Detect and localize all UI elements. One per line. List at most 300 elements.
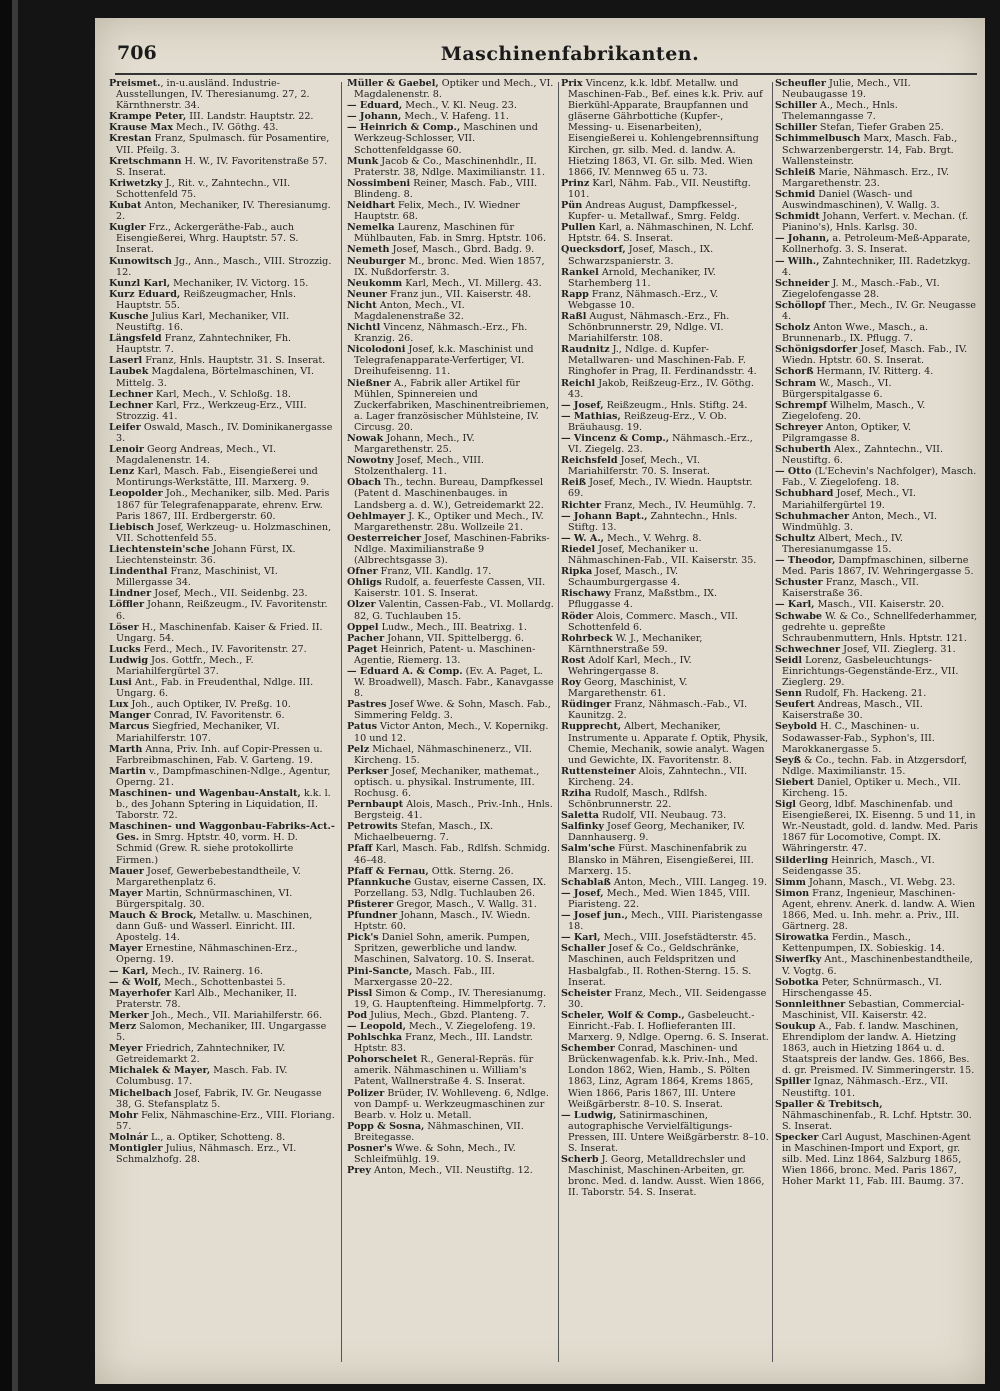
entry-name: Rziha: [561, 788, 592, 799]
entry-name: Sigl: [775, 799, 796, 811]
directory-entry: [347, 178, 555, 200]
entry-details: Karl, Nähm. Fab., VII. Neustiftg. 101.: [568, 177, 751, 200]
entry-details: Mech., IV. Rainerg. 16.: [148, 965, 264, 977]
entry-details: Anton, Mech., VII. Neustiftg. 12.: [370, 1165, 533, 1177]
entry-name: Schuster: [775, 577, 823, 589]
directory-entry: [775, 122, 979, 133]
entry-details: Daniel (Wasch- und Auswindmaschinen), V. Wallg. 3.: [782, 188, 940, 212]
directory-entry: [775, 888, 979, 932]
entry-details: Franz, VII. Kandlg. 17.: [377, 566, 492, 578]
directory-entry: [109, 910, 337, 943]
entry-name: Pini-Sancte,: [347, 965, 413, 977]
entry-details: Mech., Schottenbastei 5.: [161, 976, 286, 988]
entry-details: Satinirmaschinen, autographische Vervielfältigungs-Pressen, III. Untere Weißgärberstr. 8–10. S. Inserat.: [568, 1109, 769, 1154]
entry-details: H. C., Maschinen- u. Sodawasser-Fab., Syphon's, III. Marokkanergasse 5.: [782, 721, 935, 755]
entry-details: Oswald, Masch., IV. Dominikanergasse 3.: [116, 421, 333, 444]
entry-name: Pohorschelet: [347, 1054, 418, 1066]
entry-name: Seyß: [775, 754, 801, 766]
entry-name: Olzer: [347, 599, 376, 611]
entry-name: Seufert: [775, 699, 815, 711]
directory-entry: [561, 888, 769, 910]
directory-entry: [561, 222, 769, 244]
directory-entry: [561, 289, 769, 311]
scan-edge: [0, 0, 12, 1391]
entry-details: Johann, Masch., VI. Webg. 23.: [805, 876, 956, 888]
entry-name: Kunzl Karl,: [109, 277, 171, 289]
entry-details: Anna, Priv. Inh. auf Copir-Pressen u. Farbreibmaschinen, Fab. V. Garteng. 19.: [116, 743, 323, 766]
entry-name: Rankel: [561, 266, 599, 278]
entry-details: Optiker und Mech., VI. Magdalenenstr. 8.: [354, 78, 554, 101]
directory-entry: [775, 644, 979, 655]
entry-name: Schimmelbusch: [775, 133, 861, 145]
entry-name: Michalek & Mayer,: [109, 1065, 211, 1077]
entry-name: Schiller: [775, 122, 817, 134]
entry-name: Lusi: [109, 677, 132, 689]
directory-entry: [109, 488, 337, 521]
directory-entry: [775, 488, 979, 510]
directory-entry: [109, 888, 337, 910]
entry-name: Mayer: [109, 943, 143, 955]
entry-details: A., Mech., Hnls. Thelemanngasse 7.: [782, 100, 898, 123]
directory-entry: [347, 666, 555, 699]
entry-details: Th., techn. Bureau, Dampfkessel (Patent d. Maschinenbauges. in Landsberg a. d. W.), Getreidemarkt 22.: [354, 477, 544, 511]
entry-details: Jg., Ann., Masch., VIII. Strozzig. 12.: [116, 255, 332, 278]
entry-name: Reiß: [561, 477, 587, 489]
directory-entry: [775, 167, 979, 189]
entry-name: Pün: [561, 200, 583, 212]
directory-entry: [109, 178, 337, 200]
entry-details: Brüder, IV. Wohlleveng. 6, Ndlge. von Dampf- u. Werkzeugmaschinen zur Bearb. v. Holz u. Metall.: [354, 1087, 549, 1121]
directory-entry: [109, 122, 337, 133]
directory-entry: [109, 544, 337, 566]
entry-details: Masch., VII. Kaiserstr. 20.: [814, 599, 945, 611]
entry-details: Mech., VIII. Josefstädterstr. 45.: [600, 932, 757, 944]
entry-name: Seybold: [775, 721, 818, 733]
directory-entry: [109, 655, 337, 677]
entry-name: Rapp: [561, 288, 589, 300]
entry-name: Mayer: [109, 887, 143, 899]
entry-details: Josef, Masch., IX. Schwarzspanierstr. 3.: [568, 244, 714, 267]
entry-details: W. & Co., Schnellfederhammer, gedrehte u. gepreßte Schraubenmuttern, Hnls. Hptstr. 121.: [782, 610, 978, 644]
directory-entry: [775, 954, 979, 976]
directory-entry: [109, 1132, 337, 1143]
directory-entry: [109, 111, 337, 122]
entry-details: Georg, ldbf. Maschinenfab. und Eisengießerei, IX. Eisenng. 5 und 11, in Wr.-Neustadt, gold. d. landw. Med. Paris 1867 für Locomotive, Compt. IX. Währingerstr. 47.: [782, 799, 978, 855]
entry-details: Johann Fürst, IX. Liechtensteinstr. 36.: [116, 543, 296, 567]
directory-entry: [561, 633, 769, 655]
entry-details: Josef, k.k. Maschinist und Telegrafenapparate-Verfertiger, VI. Dreihufeisenng. 11.: [354, 344, 534, 378]
entry-name: Simm: [775, 876, 806, 888]
entry-name: Lechner: [109, 399, 153, 411]
directory-entry: [775, 511, 979, 533]
entry-name: Liebisch: [109, 521, 155, 533]
entry-details: Karl, a. Nähmaschinen, N. Lchf. Hptstr. 64. S. Inserat.: [568, 222, 754, 245]
entry-name: Maschinen- und Wagenbau-Anstalt,: [109, 788, 301, 799]
entry-name: Röder: [561, 610, 594, 622]
entry-details: Friedrich, Zahntechniker, IV. Getreidemarkt 2.: [116, 1043, 286, 1066]
entry-name: Lindner: [109, 588, 152, 600]
entry-name: Laubek: [109, 366, 149, 378]
entry-name: Scheister: [561, 987, 612, 999]
entry-name: Sirowatka: [775, 932, 829, 944]
entry-details: Julius Karl, Mechaniker, VII. Neustiftg. 16.: [116, 310, 290, 334]
entry-details: Johann, Reißzeugm., IV. Favoritenstr. 6.: [116, 599, 328, 622]
entry-details: Rudolf, a. feuerfeste Cassen, VII. Kaiserstr. 101. S. Inserat.: [354, 577, 546, 600]
entry-details: Stefan, Masch., IX. Michaelbeuerng. 7.: [354, 821, 494, 844]
directory-entry: [561, 244, 769, 266]
entry-name: Petrowits: [347, 821, 398, 833]
entry-name: Ripka: [561, 566, 593, 578]
entry-name: Nossimbeni: [347, 177, 411, 189]
entry-name: Schuhmacher: [775, 510, 850, 522]
entry-details: Josef Wwe. & Sohn, Masch. Fab., Simmering Feldg. 3.: [354, 699, 551, 722]
entry-name: Rupprecht,: [561, 721, 622, 733]
entry-name: Ofner: [347, 566, 378, 578]
entry-details: , in-u.ausländ. Industrie-Ausstellungen, IV. Theresianumg. 27, 2. Kärnthnerstr. 34.: [116, 78, 310, 112]
entry-name: Leopolder: [109, 488, 163, 500]
directory-entry: [561, 699, 769, 721]
entry-name: Schaller: [561, 943, 606, 955]
directory-entry: [109, 644, 337, 655]
entry-details: Anton, Mech., VIII. Langeg. 19.: [610, 876, 768, 888]
entry-details: H., Maschinenfab. Kaiser & Fried. II. Ungarg. 54.: [116, 621, 323, 644]
directory-entry: [561, 677, 769, 699]
entry-name: Lindenthal: [109, 566, 168, 578]
entry-name: Scholz: [775, 322, 811, 334]
entry-details: Mech., V. Wehrg. 8.: [604, 532, 702, 544]
directory-entry: [347, 300, 555, 322]
entry-details: Franz, Maschinist, VI. Millergasse 34.: [116, 566, 278, 589]
entry-name: Pod: [347, 1009, 368, 1021]
entry-name: Rohrbeck: [561, 632, 613, 644]
directory-entry: [109, 677, 337, 699]
entry-details: Franz, Spulmasch. für Posamentire, VII. Pfeilg. 3.: [116, 133, 330, 156]
entry-name: Mauer: [109, 865, 144, 877]
directory-entry: [109, 966, 337, 977]
entry-details: Andreas, Masch., VII. Kaiserstraße 30.: [782, 699, 923, 722]
directory-entry: [775, 278, 979, 300]
directory-entry: [109, 788, 337, 821]
entry-name: Pastres: [347, 699, 387, 711]
entry-name: Löser: [109, 621, 139, 633]
entry-name: Polizer: [347, 1087, 385, 1099]
directory-entry: [561, 378, 769, 400]
entry-details: Karl Alb., Mechaniker, II. Praterstr. 78.: [116, 987, 297, 1010]
entry-details: Johann, Masch., IV. Wiedn. Hptstr. 60.: [354, 910, 531, 933]
entry-details: Sebastian, Commercial-Maschinist, VII. Kaiserstr. 42.: [782, 998, 965, 1021]
entry-name: Reichsfeld: [561, 455, 618, 467]
directory-entry: [775, 1021, 979, 1076]
entry-name: Schablaß: [561, 876, 611, 888]
directory-entry: [109, 821, 337, 865]
entry-name: — Johann Bapt.,: [561, 510, 648, 522]
directory-entry: [109, 466, 337, 488]
directory-entry: [775, 400, 979, 422]
directory-entry: [775, 78, 979, 100]
directory-entry: [109, 721, 337, 743]
entry-name: Prey: [347, 1165, 371, 1177]
directory-entry: [775, 322, 979, 344]
directory-entry: [109, 766, 337, 788]
directory-entry: [347, 378, 555, 433]
entry-name: Längsfeld: [109, 333, 162, 345]
entry-details: Julius, Mech., Gbzd. Planteng. 7.: [367, 1009, 530, 1021]
directory-entry: [775, 211, 979, 233]
entry-name: Patus: [347, 721, 377, 733]
entry-details: Anton, Mech., VI. Magdalenenstraße 32.: [354, 299, 465, 322]
directory-entry: [561, 1043, 769, 1110]
directory-entry: [775, 366, 979, 377]
directory-entry: [775, 1076, 979, 1098]
entry-details: Gasbeleucht.-Einricht.-Fab. I. Hoflieferanten III. Marxerg. 9, Ndlge. Operng. 6. S. Inserat.: [568, 1009, 769, 1044]
entry-details: Josef, Mechaniker u. Nähmaschinen-Fab., VII. Kaiserstr. 35.: [568, 543, 757, 567]
entry-name: Schorß: [775, 366, 814, 378]
entry-name: Pohlschka: [347, 1032, 403, 1044]
entry-name: Paget: [347, 643, 378, 655]
entry-details: W., Masch., VI. Bürgerspitalgasse 6.: [782, 377, 892, 400]
entry-details: Anton, Mech., VI. Windmühlg. 3.: [782, 510, 938, 533]
entry-details: Georg, Maschinist, V. Margarethenstr. 61.: [568, 677, 688, 700]
directory-entry: [561, 588, 769, 610]
directory-entry: [347, 111, 555, 122]
directory-entry: [561, 544, 769, 566]
directory-entry: [109, 943, 337, 965]
directory-entry: [347, 599, 555, 621]
entry-details: Reißzeugmacher, Hnls. Hauptstr. 55.: [116, 288, 297, 311]
entry-name: Mayerhofer: [109, 987, 172, 999]
directory-entry: [561, 411, 769, 433]
entry-details: J., Rit. v., Zahntechn., VII. Schottenfeld 75.: [116, 177, 291, 200]
directory-entry: [109, 1065, 337, 1087]
entry-details: (L'Echevin's Nachfolger), Masch. Fab., V. Ziegelofeng. 18.: [782, 466, 977, 489]
entry-details: Franz, Nähmasch.-Fab., VI. Kaunitzg. 2.: [568, 699, 748, 722]
column-divider: [558, 82, 559, 1362]
entry-details: Josef, Mech., IV. Wiedn. Hauptstr. 69.: [568, 477, 753, 500]
directory-entry: [347, 821, 555, 843]
entry-name: Schuberth: [775, 444, 831, 456]
entry-details: Wilhelm, Masch., V. Ziegelofeng. 20.: [782, 399, 926, 422]
entry-details: in Smrg. Hptstr. 40, vorm. H. D. Schmid (Grew. R. siehe protokollirte Firmen.): [116, 832, 298, 866]
entry-details: Felix, Mech., IV. Wiedner Hauptstr. 68.: [354, 200, 520, 223]
entry-name: — Wilh.,: [775, 255, 820, 267]
directory-entry: [561, 78, 769, 178]
directory-entry: [775, 855, 979, 877]
entry-name: Marth: [109, 743, 143, 755]
entry-name: Krause Max: [109, 122, 173, 134]
directory-entry: [775, 577, 979, 599]
entry-name: Neukomm: [347, 277, 403, 289]
entry-name: Nießner: [347, 377, 391, 389]
directory-entry: [561, 877, 769, 888]
entry-name: Merker: [109, 1009, 149, 1021]
entry-details: Marie, Nähmasch. Erz., IV. Margarethenstr. 23.: [782, 166, 950, 189]
directory-entry: [561, 267, 769, 289]
entry-name: Neuner: [347, 288, 387, 300]
directory-entry: [561, 910, 769, 932]
directory-entry: [347, 477, 555, 510]
entry-details: Wwe. & Sohn, Mech., IV. Schleifmühlg. 19.: [354, 1143, 516, 1166]
page-header-title: Maschinenfabrikanten.: [440, 43, 700, 65]
entry-name: Oppel: [347, 621, 379, 633]
directory-entry: [775, 688, 979, 699]
entry-name: Neidhart: [347, 200, 395, 212]
entry-name: Kugler: [109, 222, 146, 234]
entry-name: Schreyer: [775, 421, 823, 433]
entry-name: Schember: [561, 1043, 615, 1055]
entry-name: Scherb: [561, 1154, 599, 1166]
entry-details: Franz, Maßstbm., IX. Pfluggasse 4.: [568, 588, 718, 611]
entry-name: Schöllopf: [775, 299, 826, 311]
entry-details: Peter, Schnürmasch., VI. Hirschengasse 45.: [782, 976, 942, 999]
entry-details: Adolf Karl, Mech., IV. Wehringergasse 8.: [568, 654, 692, 677]
entry-name: Siwerfky: [775, 954, 822, 966]
entry-details: Franz jun., VII. Kaiserstr. 48.: [386, 288, 532, 300]
entry-details: Magdalena, Börtelmaschinen, VI. Mittelg. 3.: [116, 366, 315, 389]
directory-entry: [109, 256, 337, 278]
entry-name: Leifer: [109, 421, 141, 433]
entry-name: Nowak: [347, 433, 384, 444]
directory-entry: [109, 566, 337, 588]
entry-details: Karl, Masch. Fab., Eisengießerei und Montirungs-Werkstätte, III. Marxerg. 9.: [116, 466, 318, 489]
entry-details: Lorenz, Gasbeleuchtungs-Einrichtungs-Gegenstände-Erz., VII. Zieglerg. 29.: [782, 654, 959, 689]
entry-details: A., Fabrik aller Artikel für Mühlen, Spinnereien und Zuckerfabriken, Maschinentreibriemen, a. Lager französischer Mühlsteine, IV. Circusg. 20.: [354, 377, 549, 433]
entry-name: — Mathias,: [561, 410, 621, 422]
directory-entry: [109, 355, 337, 366]
entry-name: Kusche: [109, 310, 149, 322]
entry-name: Mauch & Brock,: [109, 910, 197, 922]
directory-entry: [561, 1010, 769, 1043]
entry-details: Nähmaschinenfab., R. Lchf. Hptstr. 30. S. Inserat.: [782, 1109, 972, 1132]
entry-details: Franz, Hnls. Hauptstr. 31. S. Inserat.: [142, 355, 326, 367]
entry-name: Lucks: [109, 643, 141, 655]
entry-details: Josef, Mech., VIII. Stolzenthalerg. 11.: [354, 455, 484, 478]
directory-entry: [347, 200, 555, 222]
entry-details: J. Georg, Metalldrechsler und Maschinist, Maschinen-Arbeiten, gr. bronc. Med. d. landw. Ausst. Wien 1866, II. Taborstr. 54. S. Inserat.: [568, 1154, 765, 1199]
directory-entry: [775, 555, 979, 577]
directory-entry: [561, 766, 769, 788]
directory-entry: [561, 611, 769, 633]
directory-entry: [561, 943, 769, 987]
entry-details: Marx, Masch. Fab., Schwarzenbergerstr. 14, Fab. Brgt. Wallensteinstr.: [782, 133, 958, 167]
entry-details: Masch. Fab. IV. Columbusg. 17.: [116, 1065, 288, 1088]
directory-entry: [347, 511, 555, 533]
entry-details: Hermann, IV. Ritterg. 4.: [813, 366, 934, 378]
entry-name: Kurz Eduard,: [109, 288, 181, 300]
entry-name: Pernbaupt: [347, 799, 404, 811]
directory-entry: [775, 611, 979, 644]
directory-entry: [109, 444, 337, 466]
entry-details: Vincenz, Nähmasch.-Erz., Fh. Kranzig. 26.: [354, 322, 528, 345]
entry-name: — Eduard A. & Comp.: [347, 665, 463, 677]
entry-name: Pfaff: [347, 843, 373, 855]
entry-name: Mohr: [109, 1109, 139, 1121]
entry-name: Krampe Peter,: [109, 111, 187, 123]
entry-name: Pullen: [561, 222, 596, 234]
entry-details: Daniel, Optiker u. Mech., VII. Kircheng. 15.: [782, 776, 961, 799]
directory-entry: [775, 799, 979, 854]
entry-details: Siegfried, Mechaniker, VI. Mariahilferstr. 107.: [116, 721, 280, 744]
directory-entry: [347, 744, 555, 766]
directory-entry: [775, 699, 979, 721]
entry-name: Liechtenstein'sche: [109, 543, 210, 555]
directory-entry: [109, 389, 337, 400]
entry-name: Richter: [561, 499, 602, 511]
entry-name: Soukup: [775, 1020, 816, 1032]
entry-details: Salomon, Mechaniker, III. Ungargasse 5.: [116, 1020, 327, 1044]
entry-details: Conrad, Maschinen- und Brückenwagenfab. k.k. Priv.-Inh., Med. London 1862, Wien, Hamb., S. Pölten 1863, Linz, Agram 1864, Krems 1865, Wien 1866, Paris 1867, III. Untere Weißgärberstr. 8–10. S. Inserat.: [568, 1043, 758, 1110]
column-3: [561, 78, 769, 1368]
entry-name: Neuburger: [347, 255, 406, 267]
entry-name: Kriwetzky: [109, 177, 163, 189]
entry-details: Franz, Mech., III. Landstr. Hptstr. 83.: [354, 1032, 533, 1055]
directory-entry: [561, 400, 769, 411]
entry-details: Karl, Mech., V. Schloßg. 18.: [152, 388, 291, 400]
entry-details: August, Nähmasch.-Erz., Fh. Schönbrunnerstr. 29, Ndlge. VI. Mariahilferstr. 108.: [568, 310, 730, 345]
entry-name: Schiller: [775, 100, 817, 112]
directory-entry: [109, 278, 337, 289]
entry-details: Alois, Zahntechn., VII. Kircheng. 24.: [568, 765, 748, 788]
directory-entry: [775, 300, 979, 322]
directory-entry: [561, 932, 769, 943]
entry-name: — Josef,: [561, 399, 604, 411]
entry-name: Siebert: [775, 776, 814, 788]
entry-name: Nicht: [347, 299, 377, 311]
entry-name: Roy: [561, 677, 581, 689]
entry-details: Josef, Werkzeug- u. Holzmaschinen, VII. Schottenfeld 55.: [116, 521, 332, 544]
entry-details: Victor Anton, Mech., V. Kopernikg. 10 und 12.: [354, 721, 549, 744]
directory-entry: [347, 1021, 555, 1032]
entry-name: — Vincenz & Comp.,: [561, 433, 670, 444]
entry-details: Julie, Mech., VII. Neubaugasse 19.: [782, 78, 911, 101]
entry-details: Josef, Masch. Fab., IV. Wiedn. Hptstr. 60. S. Inserat.: [782, 344, 968, 367]
entry-name: — Karl,: [775, 599, 815, 611]
directory-entry: [775, 777, 979, 799]
entry-details: v., Dampfmaschinen-Ndlge., Agentur, Operng. 21.: [116, 765, 331, 788]
entry-details: Georg Andreas, Mech., VI. Magdalenenstr. 14.: [116, 444, 277, 467]
directory-entry: [561, 810, 769, 821]
directory-entry: [561, 1110, 769, 1154]
directory-entry: [775, 999, 979, 1021]
directory-entry: [347, 100, 555, 111]
entry-details: J., Ndlge. d. Kupfer-Metallwaren- und Maschinen-Fab. F. Ringhofer in Prag, II. Ferdinandsstr. 4.: [568, 344, 757, 378]
directory-entry: [347, 156, 555, 178]
directory-entry: [561, 566, 769, 588]
directory-entry: [347, 256, 555, 278]
entry-details: M., bronc. Med. Wien 1857, IX. Nußdorferstr. 3.: [354, 255, 545, 278]
directory-entry: [109, 1021, 337, 1043]
entry-name: Schubhard: [775, 488, 834, 500]
directory-entry: [775, 1099, 979, 1132]
directory-entry: [775, 422, 979, 444]
entry-name: — W. A.,: [561, 532, 605, 544]
directory-entry: [109, 977, 337, 988]
entry-name: — Heinrich & Comp.,: [347, 122, 461, 134]
entry-details: Gregor, Masch., V. Wallg. 31.: [393, 898, 537, 910]
directory-entry: [561, 433, 769, 455]
entry-name: Seidl: [775, 654, 803, 666]
entry-name: Laserl: [109, 355, 143, 367]
entry-details: L., a. Optiker, Schotteng. 8.: [147, 1131, 286, 1143]
entry-name: Rost: [561, 654, 586, 666]
entry-name: — Eduard,: [347, 100, 403, 112]
directory-entry: [561, 477, 769, 499]
directory-entry: [347, 866, 555, 877]
entry-details: Alois, Commerc. Masch., VII. Schottenfeld 6.: [568, 610, 738, 633]
entry-name: Specker: [775, 1131, 819, 1143]
entry-name: Schwabe: [775, 610, 823, 622]
directory-entry: [561, 721, 769, 765]
entry-name: — Leopold,: [347, 1020, 406, 1032]
